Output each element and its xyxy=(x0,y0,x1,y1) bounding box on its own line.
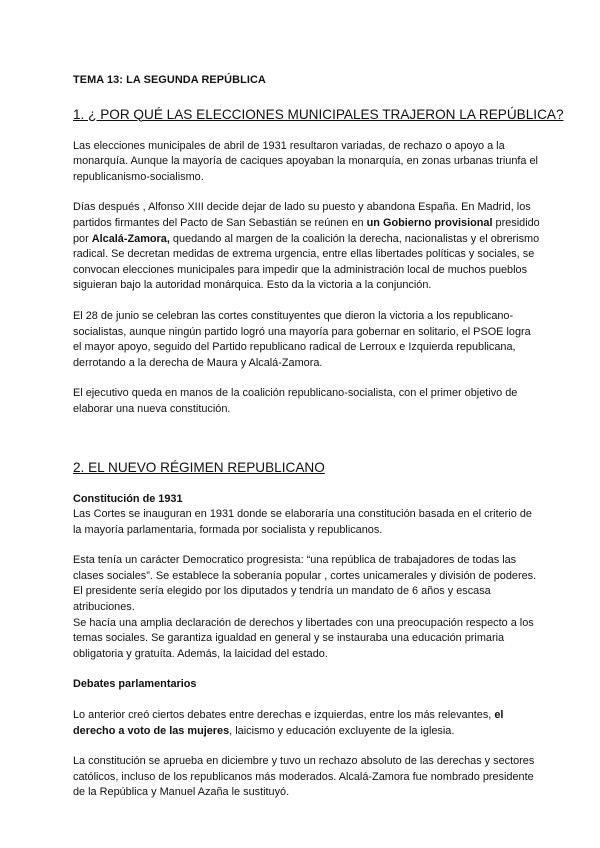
document-title: TEMA 13: LA SEGUNDA REPÚBLICA xyxy=(73,74,266,86)
subsection-heading: Debates parlamentarios xyxy=(73,678,197,691)
text-run: Días después , Alfonso XIII decide dejar de lado su puesto y abandona España. En Madrid, los partidos firmantes del Pacto de San Sebastián se reúnen en xyxy=(73,201,531,229)
paragraph: Esta tenía un carácter Democratico progresista: “una república de trabajadores de todas las clases sociales”. Se establece la soberanía popular , cortes unicamerales y división de poderes. El presidente sería elegido por los diputados y tendría un mandato de 6 años y escasa atribuciones. xyxy=(73,554,537,614)
paragraph: El 28 de junio se celebran las cortes constituyentes que dieron la victoria a los republicano-socialistas, aunque ningún partido logró una mayoría para gobernar en solitario, el PSOE logra el mayor apoyo, seguido del Partido republicano radical de Lerroux e Izquierda republicana, derrotando a la derecha de Maura y Alcalá-Zamora. xyxy=(73,309,531,369)
paragraph: Las elecciones municipales de abril de 1931 resultaron variadas, de rechazo o apoyo a la monarquía. Aunque la mayoría de caciques apoyaban la monarquía, en zonas urbanas triunfa el republicanismo-socialismo. xyxy=(73,139,538,183)
paragraph xyxy=(73,708,540,739)
paragraph: El ejecutivo queda en manos de la coalición republicano-socialista, con el primer objetivo de elaborar una nueva constitución. xyxy=(73,387,518,415)
bold-text: un Gobierno provisional xyxy=(366,216,493,229)
subsection-heading: Constitución de 1931 xyxy=(73,492,183,505)
text-run: Lo anterior creó ciertos debates entre derechas e izquierdas, entre los más relevantes, xyxy=(73,709,495,722)
section-1-heading: 1. ¿ POR QUÉ LAS ELECCIONES MUNICIPALES TRAJERON LA REPÚBLICA? xyxy=(73,106,564,122)
text-run: quedando al margen de la coalición la derecha, nacionalistas y el obrerismo radical. Se decretan medidas de extrema urgencia, entre ellas libertades políticas y sociales, se convocan elecciones municipales para impedir que la administración local de muchos pueblos siguieran bajo la autoridad monárquica. Esto da la victoria a la conjunción. xyxy=(73,232,540,292)
section-2-heading: 2. EL NUEVO RÉGIMEN REPUBLICANO xyxy=(73,459,325,475)
bold-text: Alcalá-Zamora, xyxy=(91,232,170,245)
paragraph: Se hacía una amplia declaración de derechos y libertades con una preocupación respecto a los temas sociales. Se garantiza igualdad en general y se instauraba una educación primaria obligatoria y gratuíta. Además, la laicidad del estado. xyxy=(73,616,534,660)
paragraph: La constitución se aprueba en diciembre y tuvo un rechazo absoluto de las derechas y sectores católicos, incluso de los republicanos más moderados. Alcalá-Zamora fue nombrado presidente de la República y Manuel Azaña le sustituyó. xyxy=(73,755,535,799)
text-run: , laicismo y educación excluyente de la iglesia. xyxy=(229,724,455,737)
bold-text: el derecho a voto de las mujeres xyxy=(73,709,504,737)
text-run: presidido por xyxy=(73,216,540,245)
paragraph: Las Cortes se inauguran en 1931 donde se elaboraría una constitución basada en el criterio de la mayoría parlamentaria, formada por socialista y republicanos. xyxy=(73,508,532,536)
paragraph xyxy=(73,200,540,294)
